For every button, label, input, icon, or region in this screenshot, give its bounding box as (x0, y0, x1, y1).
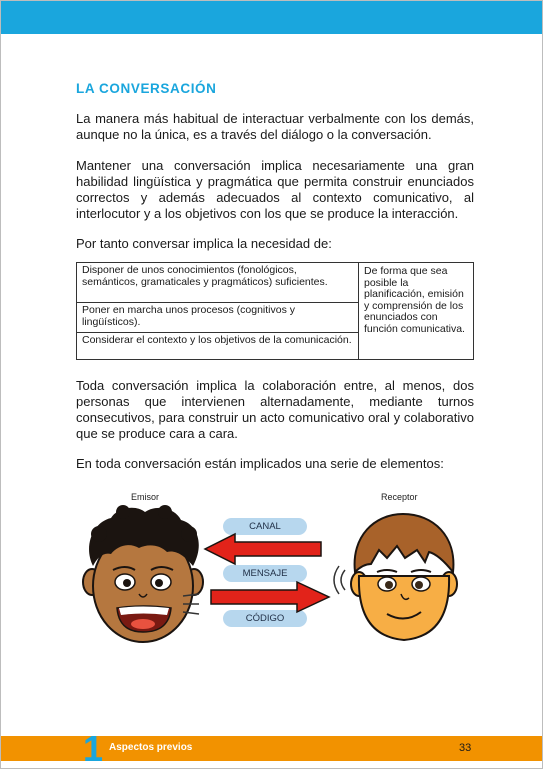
emitter-face-icon (79, 504, 209, 649)
table-cell-knowledge: Disponer de unos conocimientos (fonológicos, semánticos, gramaticales y pragmáticos) suficientes. (77, 263, 359, 303)
receiver-face-icon (349, 506, 459, 646)
table-cell-side-note: De forma que sea posible la planificación, emisión y comprensión de los enunciados con función comunicativa. (359, 263, 474, 360)
paragraph-skills: Mantener una conversación implica necesariamente una gran habilidad lingüística y pragmática que permita construir enunciados correctos y además adecuados al contexto comunicativo, al interlocutor y a los objetivos con los que se produce la interacción. (76, 158, 474, 221)
chapter-number: 1 (83, 734, 104, 769)
section-title: LA CONVERSACIÓN (76, 81, 217, 96)
table-cell-processes: Poner en marcha unos procesos (cognitivos y lingüísticos). (77, 303, 359, 333)
paragraph-needs-intro: Por tanto conversar implica la necesidad de: (76, 236, 332, 251)
paragraph-elements-intro: En toda conversación están implicados una serie de elementos: (76, 456, 444, 471)
speech-lines-icon (181, 590, 201, 618)
communication-diagram (69, 486, 479, 661)
chapter-name: Aspectos previos (109, 742, 193, 753)
listening-waves-icon (331, 562, 351, 598)
pill-code: CÓDIGO (223, 610, 307, 627)
pill-channel: CANAL (223, 518, 307, 535)
page-number: 33 (459, 742, 472, 754)
emitter-label: Emisor (131, 492, 160, 502)
arrow-right-icon (209, 580, 331, 614)
arrow-left-icon (203, 532, 323, 566)
paragraph-intro: La manera más habitual de interactuar verbalmente con los demás, aunque no la única, es a través del diálogo o la conversación. (76, 111, 474, 142)
table-row (77, 263, 474, 303)
table-cell-context: Considerar el contexto y los objetivos de la comunicación. (77, 333, 359, 360)
paragraph-collaboration: Toda conversación implica la colaboración entre, al menos, dos personas que intervienen alternadamente, mediante turnos consecutivos, para construir un acto comunicativo oral y colaborativo que se produce cara a cara. (76, 378, 474, 441)
top-color-bar (1, 1, 542, 34)
requirements-table (76, 262, 474, 360)
pill-message: MENSAJE (223, 565, 307, 582)
receiver-label: Receptor (381, 492, 418, 502)
